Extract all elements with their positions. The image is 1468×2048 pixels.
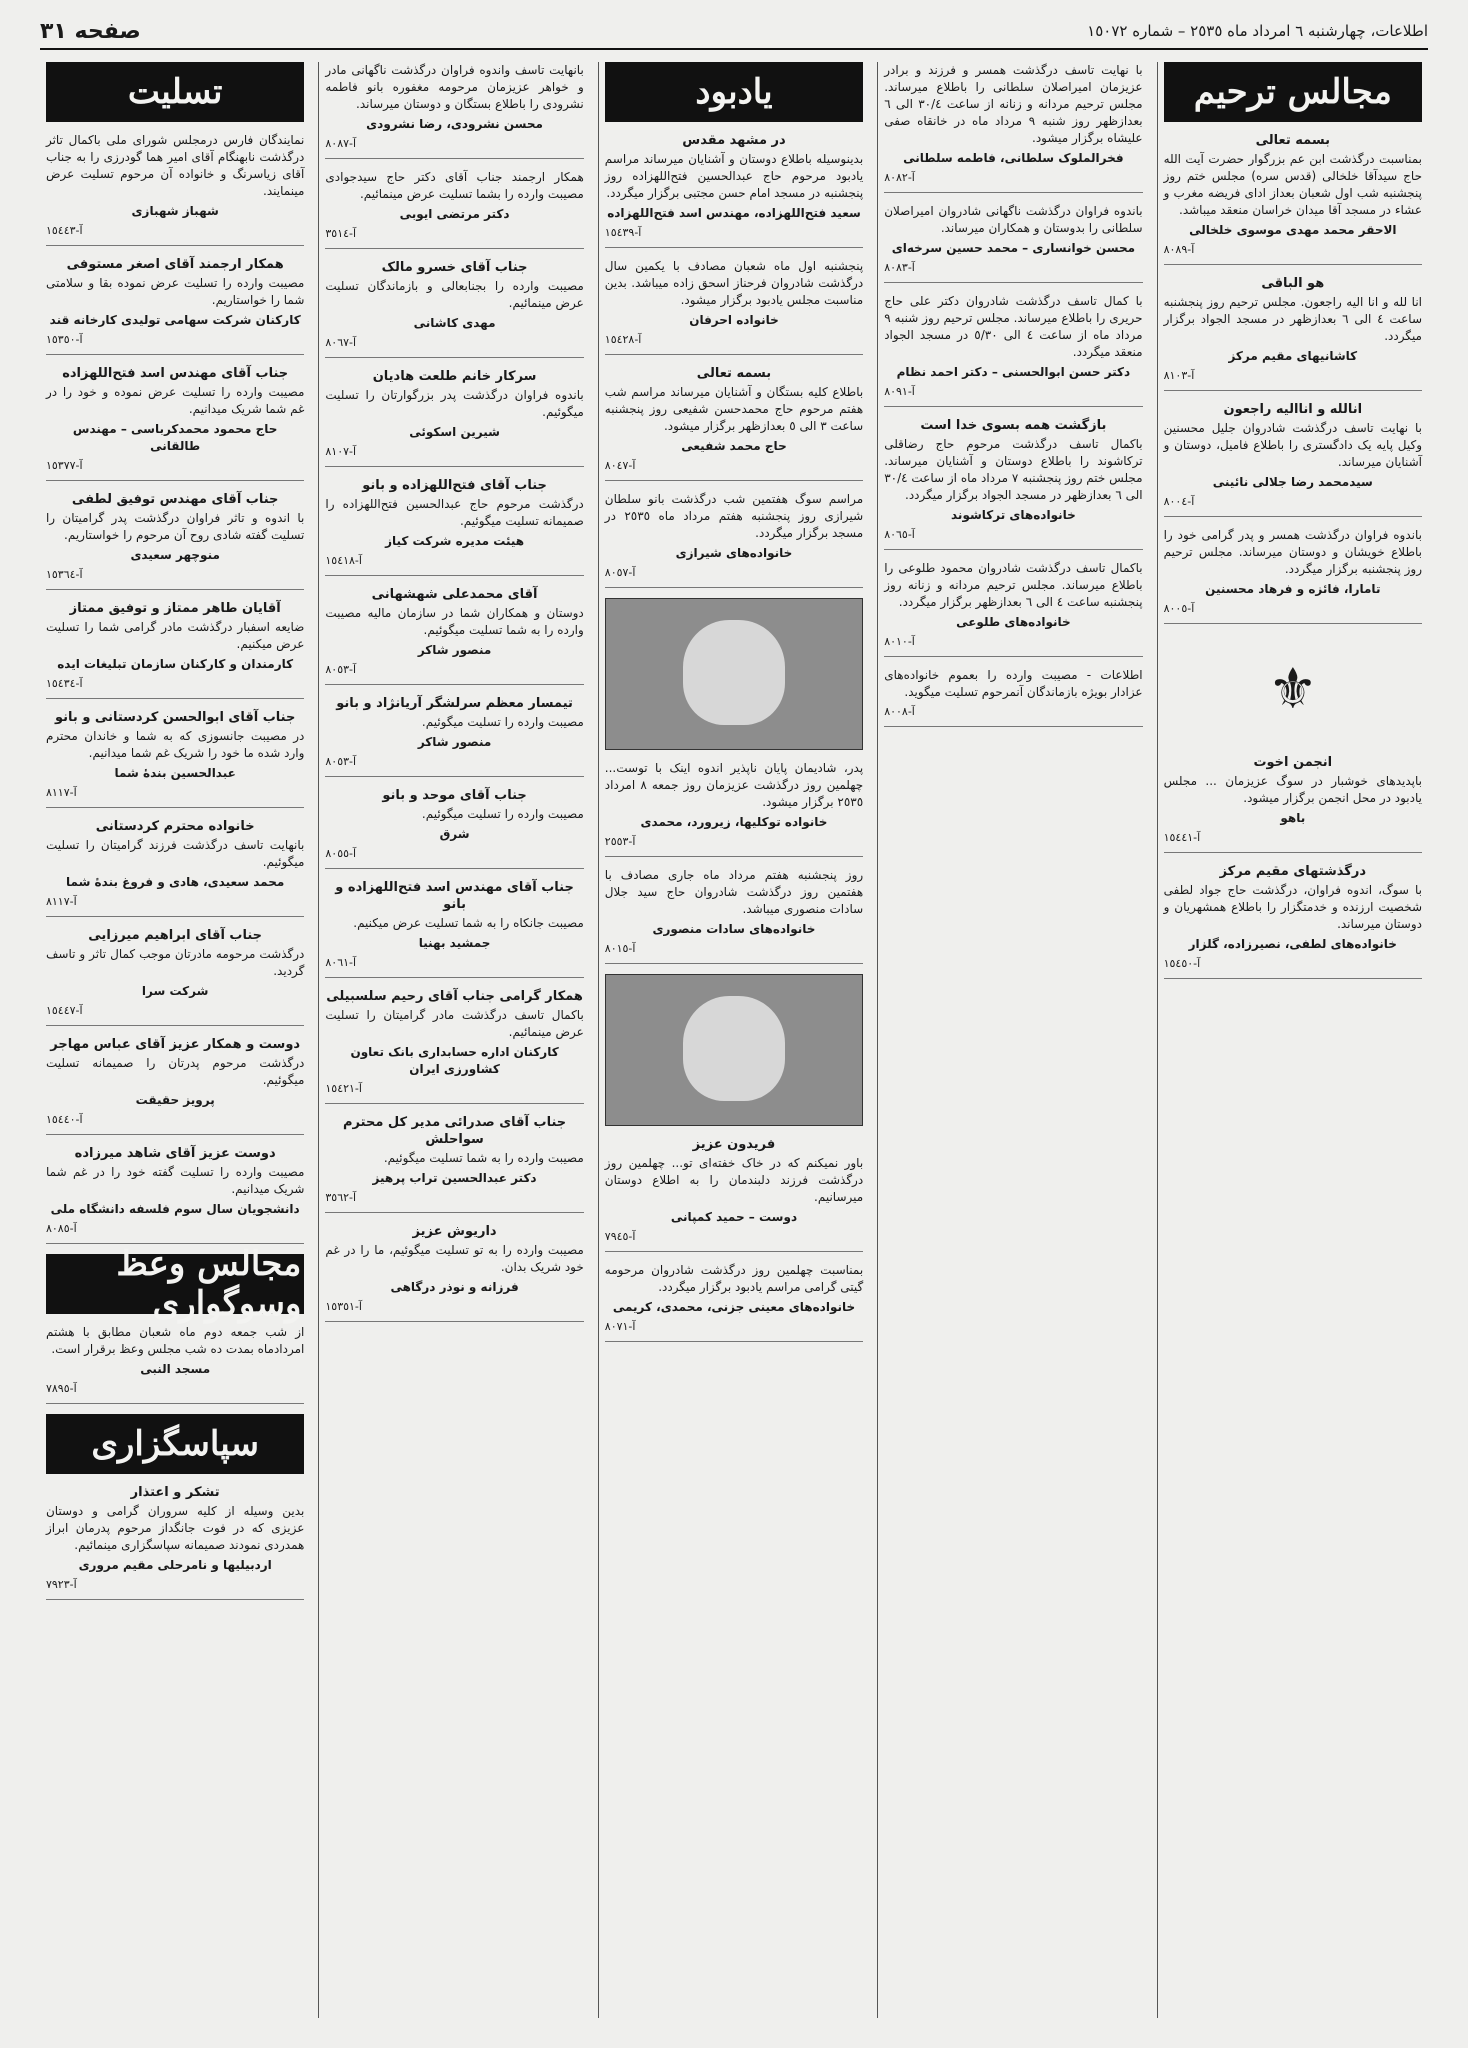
- notice-title: داریوش عزیز: [412, 1224, 497, 1239]
- notice-signature: منوچهر سعیدی: [130, 548, 220, 562]
- portrait-face: [683, 996, 786, 1101]
- banner-majales-vaz: مجالس وعظ وسوگواری: [46, 1254, 304, 1314]
- notice-body: بدین وسیله از کلیه سروران گرامی و دوستان عزیزی که در فوت جانگداز مرحوم پدرمان ابراز همدردی نمودند صمیمانه سپاسگزاری مینمائیم.: [45, 1504, 305, 1552]
- notice-signature: خانواده‌های طلوعی: [956, 615, 1071, 629]
- notice-code: آ-١٥٤٤٧: [45, 1004, 83, 1017]
- notice-code: آ-٨٠٠٤: [1163, 495, 1195, 508]
- notice-body: روز پنجشنبه هفتم مرداد ماه جاری مصادف با هفتمین روز درگذشت شادروان حاج سید جلال سادات منصوری میباشد.: [604, 868, 864, 916]
- notice-body: مراسم سوگ هفتمین شب درگذشت بانو سلطان شیرازی روز پنجشنبه هفتم مرداد ماه ٢٥٣٥ در مسجد برگزار میگردد.: [604, 492, 864, 540]
- notice-title: تیمسار معظم سرلشگر آریانژاد و بانو: [336, 696, 573, 711]
- obituary-notice: [325, 988, 583, 1104]
- notice-body: دوستان و همکاران شما در سازمان مالیه مصیبت وارده را به شما تسلیت میگوئیم.: [325, 606, 584, 637]
- obituary-notice: [46, 818, 304, 917]
- notice-code: آ-١٥٤٣٩: [604, 226, 642, 239]
- obituary-notice: [884, 62, 1142, 193]
- notice-code: آ-٨٠٠٨: [884, 705, 915, 718]
- notice-body: اطلاعات - مصیبت وارده را بعموم خانواده‌های عزادار بویژه بازماندگان آنمرحوم تسلیت میگوید.: [884, 668, 1143, 699]
- notice-code: آ-٢٥٥٣: [604, 835, 636, 848]
- notice-body: باندوه فراوان درگذشت پدر بزرگوارتان را تسلیت میگوئیم.: [325, 388, 584, 419]
- notice-body: باطلاع کلیه بستگان و آشنایان میرساند مراسم شب هفتم مرحوم حاج محمدحسن شفیعی روز پنجشنبه ساعت ٣ الی ٥ بعدازظهر برگزار میشود.: [604, 385, 864, 433]
- notice-code: آ-٨٠٥٣: [325, 755, 357, 768]
- notice-signature: شیرین اسکوئی: [409, 425, 500, 439]
- notice-signature: کارکنان شرکت سهامی تولیدی کارخانه قند: [49, 313, 301, 327]
- notice-body: بمناسبت چهلمین روز درگذشت شادروان مرحومه گیتی گرامی مراسم یادبود برگزار میگردد.: [604, 1263, 864, 1294]
- obituary-notice: [1164, 863, 1422, 979]
- notice-body: با کمال تاسف درگذشت شادروان دکتر علی حاج حریری را باطلاع میرساند. مجلس ترحیم روز شنبه ٩ مرداد ماه از ساعت ٤ الی ٥/٣٠ در مسجد الجواد منعقد میگردد.: [884, 294, 1143, 359]
- obituary-notice: [46, 927, 304, 1026]
- portrait-photo: [605, 598, 863, 750]
- banner-majales-tarhim: مجالس ترحیم: [1164, 62, 1422, 122]
- notice-title: تشکر و اعتذار: [130, 1485, 220, 1500]
- notice-code: آ-٨٠٥٧: [604, 566, 636, 579]
- notice-title: جناب آقای فتح‌اللهزاده و بانو: [362, 478, 547, 493]
- obituary-notice: [46, 709, 304, 808]
- notice-body: بدینوسیله باطلاع دوستان و آشنایان میرساند مراسم یادبود مرحوم حاج عبدالحسین فتح‌اللهزاده روز پنجشنبه در مسجد امام حسن مجتبی برگزار میگردد.: [604, 152, 864, 200]
- notice-title: جناب آقای مهندس اسد فتح‌اللهزاده و بانو: [335, 880, 574, 912]
- notice-code: آ-١٥٤١٨: [325, 554, 362, 567]
- notice-title: جناب آقای خسرو مالک: [381, 260, 528, 275]
- obituary-notice: [46, 1484, 304, 1600]
- notice-code: آ-١٥٣٥٠: [45, 333, 83, 346]
- notice-code: آ-٨٠٤٧: [604, 459, 636, 472]
- page-number: صفحه ٣١: [40, 18, 141, 44]
- page-header: [40, 14, 1428, 50]
- notice-code: آ-٨٠٥٥: [325, 847, 357, 860]
- notice-signature: محمد سعیدی، هادی و فروغ بندهٔ شما: [66, 875, 285, 889]
- notice-title: جناب آقای موحد و بانو: [382, 788, 527, 803]
- notice-signature: شهباز شهبازی: [131, 204, 219, 218]
- notice-code: آ-٨٠٦٥: [884, 528, 915, 541]
- notice-code: آ-١٥٤٢١: [325, 1082, 362, 1095]
- notice-code: آ-٨٠٦٧: [325, 336, 357, 349]
- notice-signature: منصور شاکر: [417, 735, 492, 749]
- notice-signature: اردبیلیها و نامرحلی مقیم مروری: [78, 1558, 272, 1572]
- notice-signature: فرزانه و نوذر درگاهی: [390, 1280, 519, 1294]
- notice-code: آ-٨٠٦١: [325, 956, 357, 969]
- notice-title: بسمه تعالی: [1255, 133, 1330, 148]
- columns: [40, 62, 1428, 2018]
- obituary-notice: [325, 1223, 583, 1322]
- notice-body: مصیبت وارده را تسلیت گفته خود را در غم شما شریک میدانیم.: [45, 1165, 305, 1196]
- notice-body: باکمال تاسف درگذشت مرحوم حاج رضاقلی ترکاشوند را باطلاع دوستان و آشنایان میرساند. مجلس ختم روز پنجشنبه ٧ مرداد ماه از ساعت ٣٠/٤ الی ٦ بعدازظهر در مسجد الجواد برگزار میگردد.: [884, 437, 1143, 502]
- notice-signature: تامارا، فائزه و فرهاد محسنین: [1205, 582, 1381, 596]
- notice-signature: کاشانیهای مقیم مرکز: [1228, 349, 1358, 363]
- obituary-notice: [884, 203, 1142, 283]
- obituary-notice: [46, 256, 304, 355]
- obituary-notice: [884, 667, 1142, 727]
- notice-title: جناب آقای ابوالحسن کردستانی و بانو: [55, 710, 296, 725]
- notice-signature: باهو: [1280, 811, 1306, 825]
- column-2: [877, 62, 1148, 2018]
- notice-code: آ-٣٥١٤: [325, 227, 357, 240]
- notice-body: همکار ارجمند جناب آقای دکتر حاج سیدجوادی مصیبت وارده را بشما تسلیت عرض مینمائیم.: [325, 170, 584, 201]
- notice-body: باکمال تاسف درگذشت مادر گرامیتان را تسلیت عرض مینمائیم.: [325, 1008, 584, 1039]
- notice-signature: خانواده‌های لطفی، نصیرزاده، گلزار: [1188, 937, 1397, 951]
- notice-title: بازگشت همه بسوی خدا است: [920, 418, 1107, 433]
- notice-signature: کارکنان اداره حسابداری بانک تعاون کشاورزی ایران: [350, 1045, 559, 1076]
- notice-signature: دکتر حسن ابوالحسنی – دکتر احمد نظام: [896, 365, 1131, 379]
- notice-body: باندوه فراوان درگذشت ناگهانی شادروان امیراصلان سلطانی را بدوستان و همکاران میرساند.: [884, 204, 1143, 235]
- notice-body: مصیبت وارده را تسلیت عرض نموده و خود را در غم شما شریک میدانیم.: [45, 385, 305, 416]
- notice-body: باور نمیکنم که در خاک خفته‌ای تو... چهلمین روز درگذشت فرزند دلبندمان را به اطلاع دوستان میرسانیم.: [604, 1156, 864, 1204]
- obituary-notice: [884, 417, 1142, 550]
- portrait-face: [683, 620, 786, 725]
- notice-body: مصیبت وارده را بجنابعالی و بازماندگان تسلیت عرض مینمائیم.: [325, 279, 584, 310]
- notice-title: انجمن اخوت: [1253, 755, 1333, 770]
- portrait-photo: [605, 974, 863, 1126]
- notice-title: خانواده محترم کردستانی: [95, 819, 255, 834]
- obituary-notice: [605, 1136, 863, 1252]
- notice-body: مصیبت جانکاه را به شما تسلیت عرض میکنیم.: [353, 916, 584, 930]
- notice-code: آ-١٥٤٤٣: [45, 224, 83, 237]
- notice-body: مصیبت وارده را به تو تسلیت میگوئیم، ما را در غم خود شریک بدان.: [325, 1243, 584, 1274]
- notice-code: آ-٨٠٠٥: [1163, 602, 1195, 615]
- notice-title: جناب آقای صدرائی مدیر کل محترم سواحلش: [343, 1115, 567, 1147]
- notice-code: آ-٣٥٦٢: [325, 1191, 357, 1204]
- notice-signature: مسجد النبی: [140, 1362, 211, 1376]
- notice-signature: محسن خوانساری – محمد حسین سرخه‌ای: [891, 241, 1136, 255]
- obituary-notice: [1164, 754, 1422, 853]
- notice-body: درگذشت مرحومه مادرتان موجب کمال تاثر و تاسف گردید.: [45, 947, 305, 978]
- column-5: [40, 62, 310, 2018]
- notice-signature: دانشجویان سال سوم فلسفه دانشگاه ملی: [50, 1202, 300, 1216]
- notice-signature: خانواده توکلیها، زیرورد، محمدی: [640, 815, 828, 829]
- notice-signature: خانواده‌های معینی جزنی، محمدی، کریمی: [612, 1300, 856, 1314]
- notice-body: با سوگ، اندوه فراوان، درگذشت حاج جواد لطفی شخصیت ارزنده و خدمتگزار را باطلاع همشهریان و دوستان میرساند.: [1163, 883, 1422, 931]
- notice-signature: منصور شاکر: [417, 643, 492, 657]
- notice-code: آ-٧٩٤٥: [604, 1230, 636, 1243]
- notice-code: آ-١٥٣٦٤: [45, 568, 83, 581]
- notice-signature: دکتر مرتضی ایوبی: [399, 207, 510, 221]
- notice-body: مصیبت وارده را تسلیت عرض نموده بقا و سلامتی شما را خواستاریم.: [45, 276, 305, 307]
- notice-body: پدر، شادیمان پایان ناپذیر اندوه اینک با توست... چهلمین روز درگذشت عزیزمان روز جمعه ٨ امرداد ٢٥٣٥ برگزار میشود.: [604, 761, 864, 809]
- notice-code: آ-٨٠١٠: [884, 635, 915, 648]
- notice-signature: محسن نشرودی، رضا نشرودی: [366, 117, 543, 131]
- banner-yadbud: یادبود: [605, 62, 863, 122]
- obituary-notice: [884, 293, 1142, 407]
- notice-signature: خانواده احرفان: [689, 313, 779, 327]
- notice-code: آ-٨١٠٣: [1163, 369, 1195, 382]
- notice-body: در مصیبت جانسوزی که به شما و خاندان محترم وارد شده ما خود را شریک غم شما میدانیم.: [45, 729, 305, 760]
- notice-signature: دوست – حمید کمپانی: [670, 1210, 798, 1224]
- obituary-notice: [605, 867, 863, 964]
- notice-title: جناب آقای ابراهیم میرزایی: [88, 928, 263, 943]
- notice-code: آ-١٥٣٧٧: [45, 459, 83, 472]
- notice-body: باندوه فراوان درگذشت همسر و پدر گرامی خود را باطلاع خویشان و دوستان میرساند. مجلس ترحیم روز پنجشنبه برگزار میگردد.: [1163, 528, 1422, 576]
- notice-signature: مهدی کاشانی: [413, 316, 496, 330]
- notice-signature: هیئت مدیره شرکت کیاز: [385, 534, 525, 548]
- obituary-notice: [325, 586, 583, 685]
- obituary-notice: [46, 132, 304, 246]
- obituary-notice: [884, 560, 1142, 657]
- notice-title: آقای محمدعلی شهشهانی: [371, 587, 538, 602]
- notice-body: پنجشنبه اول ماه شعبان مصادف با یکمین سال درگذشت شادروان فرحناز اسحق زاده میباشد. بدین مناسبت مجلس یادبود برگزار میشود.: [604, 259, 864, 307]
- notice-title: همکار ارجمند آقای اصغر مستوفی: [66, 257, 284, 272]
- obituary-notice: [325, 169, 583, 249]
- notice-title: همکار گرامی جناب آقای رحیم سلسبیلی: [326, 989, 583, 1004]
- notice-body: مصیبت وارده را تسلیت میگوئیم.: [421, 715, 584, 729]
- notice-code: آ-٨٠٨٢: [884, 171, 915, 184]
- notice-code: آ-٧٩٢٣: [45, 1578, 77, 1591]
- notice-code: آ-٨٠٩١: [884, 385, 915, 398]
- notice-signature: خانواده‌های سادات منصوری: [652, 922, 816, 936]
- notice-body: مصیبت وارده را به شما تسلیت میگوئیم.: [383, 1151, 584, 1165]
- obituary-notice: [1164, 401, 1422, 517]
- notice-code: آ-١٥٤٣٤: [45, 677, 83, 690]
- column-4: [318, 62, 589, 2018]
- obituary-notice: [46, 600, 304, 699]
- obituary-notice: [325, 477, 583, 576]
- notice-body: بانهایت تاسف درگذشت فرزند گرامیتان را تسلیت میگوئیم.: [45, 838, 305, 869]
- obituary-notice: [1164, 527, 1422, 624]
- obituary-notice: [46, 1145, 304, 1244]
- notice-code: آ-٨٠٥٣: [325, 663, 357, 676]
- notice-body: با نهایت تاسف درگذشت همسر و فرزند و برادر عزیزمان امیراصلان سلطانی را باطلاع میرساند. مجلس ترحیم مردانه و زنانه از ساعت ٣٠/٤ الی ٦ بعدازظهر روز شنبه ٩ مرداد ماه در خانقاه صفی علیشاه برگزار میشود.: [884, 63, 1143, 145]
- notice-title: دوست و همکار عزیز آقای عباس مهاجر: [50, 1037, 301, 1052]
- notice-title: جناب آقای مهندس اسد فتح‌اللهزاده: [62, 366, 289, 381]
- obituary-notice: [605, 365, 863, 481]
- notice-signature: الاحقر محمد مهدی موسوی خلخالی: [1189, 223, 1397, 237]
- notice-title: جناب آقای مهندس توفیق لطفی: [71, 492, 279, 507]
- obituary-notice: [325, 368, 583, 467]
- notice-signature: خانواده‌های شیرازی: [675, 546, 793, 560]
- notice-title: آقایان طاهر ممتاز و توفیق ممتاز: [69, 601, 281, 616]
- notice-code: آ-٨١٠٧: [325, 445, 357, 458]
- notice-code: آ-٨٠١٥: [604, 942, 636, 955]
- notice-title: فریدون عزیز: [692, 1137, 776, 1152]
- notice-signature: پرویز حقیقت: [135, 1093, 215, 1107]
- obituary-notice: [605, 760, 863, 857]
- notice-body: انا لله و انا الیه راجعون. مجلس ترحیم روز پنجشنبه ساعت ٤ الی ٦ بعدازظهر در مسجد الجواد برگزار میگردد.: [1163, 295, 1423, 343]
- notice-signature: دکتر عبدالحسین تراب پرهیز: [372, 1171, 537, 1185]
- notice-signature: شرکت سرا: [141, 984, 209, 998]
- notice-body: از شب جمعه دوم ماه شعبان مطابق با هشتم امردادماه بمدت ده شب مجلس وعظ برقرار است.: [45, 1325, 305, 1356]
- notice-signature: کارمندان و کارکنان سازمان تبلیغات ایده: [57, 657, 294, 671]
- notice-signature: شرق: [439, 827, 470, 841]
- notice-code: آ-٨٠٨٥: [45, 1222, 77, 1235]
- obituary-notice: [605, 258, 863, 355]
- notice-signature: فخرالملوک سلطانی، فاطمه سلطانی: [903, 151, 1124, 165]
- obituary-notice: [325, 1114, 583, 1213]
- notice-body: نمایندگان فارس درمجلس شورای ملی باکمال تاثر درگذشت نابهنگام آقای امیر هما گودرزی را به جناب آقای زیاسرنگ و خانواده آن مرحوم تسلیت عرض مینمایند.: [45, 133, 305, 198]
- notice-title: سرکار خانم طلعت هادیان: [372, 369, 537, 384]
- notice-body: با اندوه و تاثر فراوان درگذشت پدر گرامیتان را تسلیت گفته شادی روح آن مرحوم را خواستاریم.: [45, 511, 305, 542]
- notice-title: درگذشتهای مقیم مرکز: [1219, 864, 1367, 879]
- obituary-notice: [46, 1036, 304, 1135]
- notice-code: آ-١٥٤٤٠: [45, 1113, 83, 1126]
- notice-code: آ-٨٠٧١: [604, 1320, 636, 1333]
- notice-title: هو الباقی: [1261, 276, 1325, 291]
- notice-signature: حاج محمود محمدکرباسی – مهندس طالقانی: [72, 422, 278, 453]
- notice-title: در مشهد مقدس: [682, 133, 786, 148]
- obituary-notice: [325, 787, 583, 869]
- obituary-notice: [325, 695, 583, 777]
- obituary-notice: [325, 62, 583, 159]
- notice-body: باکمال تاسف درگذشت شادروان محمود طلوعی را باطلاع میرساند. مجلس ترحیم مردانه و زنانه روز پنجشنبه ساعت ٤ الی ٦ بعدازظهر برگزار میگردد.: [884, 561, 1143, 609]
- notice-body: درگذشت مرحوم پدرتان را صمیمانه تسلیت میگوئیم.: [45, 1056, 305, 1087]
- notice-code: آ-٨٠٨٩: [1163, 243, 1195, 256]
- notice-body: درگذشت مرحوم حاج عبدالحسین فتح‌اللهزاده را صمیمانه تسلیت میگوئیم.: [325, 497, 584, 528]
- notice-code: آ-٧٨٩٥: [45, 1382, 77, 1395]
- notice-signature: سیدمحمد رضا جلالی نائینی: [1212, 475, 1373, 489]
- notice-title: بسمه تعالی: [696, 366, 772, 381]
- notice-signature: حاج محمد شفیعی: [681, 439, 787, 453]
- notice-code: آ-٨٠٨٧: [325, 137, 357, 150]
- emblem-icon: ⚜: [1267, 656, 1318, 722]
- column-1: [1157, 62, 1428, 2018]
- notice-code: آ-١٥٤٤١: [1163, 831, 1201, 844]
- obituary-notice: [605, 132, 863, 248]
- obituary-notice: [46, 491, 304, 590]
- notice-title: دوست عزیز آقای شاهد میرزاده: [74, 1146, 276, 1161]
- notice-code: آ-٨١١٧: [45, 895, 77, 908]
- notice-code: آ-١٥٤٢٨: [604, 333, 642, 346]
- notice-title: انالله و اناالیه راجعون: [1223, 402, 1363, 417]
- banner-tasliyat: تسلیت: [46, 62, 304, 122]
- obituary-notice: [325, 879, 583, 978]
- obituary-notice: [605, 491, 863, 588]
- obituary-notice: [1164, 275, 1422, 391]
- notice-body: بانهایت تاسف واندوه فراوان درگذشت ناگهانی مادر و خواهر عزیزمان مرحومه مغفوره بانو فاطمه نشرودی را باطلاع بستگان و دوستان میرساند.: [325, 63, 584, 111]
- notice-code: آ-٨٠٨٣: [884, 261, 915, 274]
- obituary-notice: [46, 365, 304, 481]
- column-3: [598, 62, 869, 2018]
- notice-code: آ-١٥٣٥١: [325, 1300, 362, 1313]
- notice-body: مصیبت وارده را تسلیت میگوئیم.: [421, 807, 584, 821]
- obituary-notice: [1164, 132, 1422, 265]
- notice-code: آ-١٥٤٥٠: [1163, 957, 1201, 970]
- notice-signature: عبدالحسین بندهٔ شما: [114, 766, 236, 780]
- notice-body: بمناسبت درگذشت ابن عم بزرگوار حضرت آیت الله حاج سیدآقا خلخالی (قدس سره) مجلس ختم روز پنجشنبه شب اول شعبان بعداز ادای فریضه مغرب و عشاء در مسجد آقا میدان خراسان منعقد میباشد.: [1163, 152, 1422, 217]
- notice-signature: جمشید بهنیا: [418, 936, 491, 950]
- notice-signature: خانواده‌های ترکاشوند: [951, 508, 1076, 522]
- notice-body: باپدیدهای خوشبار در سوگ عزیزمان ... مجلس یادبود در محل انجمن برگزار میشود.: [1163, 774, 1422, 805]
- obituary-notice: [46, 1324, 304, 1404]
- obituary-notice: [605, 1262, 863, 1342]
- notice-signature: سعید فتح‌اللهزاده، مهندس اسد فتح‌اللهزاده: [607, 206, 861, 220]
- publication-line: اطلاعات، چهارشنبه ٦ امرداد ماه ٢٥٣٥ – شماره ١٥٠٧٢: [1087, 22, 1428, 40]
- obituary-notice: [325, 259, 583, 358]
- notice-body: با نهایت تاسف درگذشت شادروان جلیل محسنین وکیل پایه یک دادگستری را باطلاع فامیل، دوستان و آشنایان میرساند.: [1163, 421, 1422, 469]
- banner-sepasgozari: سپاسگزاری: [46, 1414, 304, 1474]
- notice-body: ضایعه اسفبار درگذشت مادر گرامی شما را تسلیت عرض میکنیم.: [45, 620, 305, 651]
- notice-code: آ-٨١١٧: [45, 786, 77, 799]
